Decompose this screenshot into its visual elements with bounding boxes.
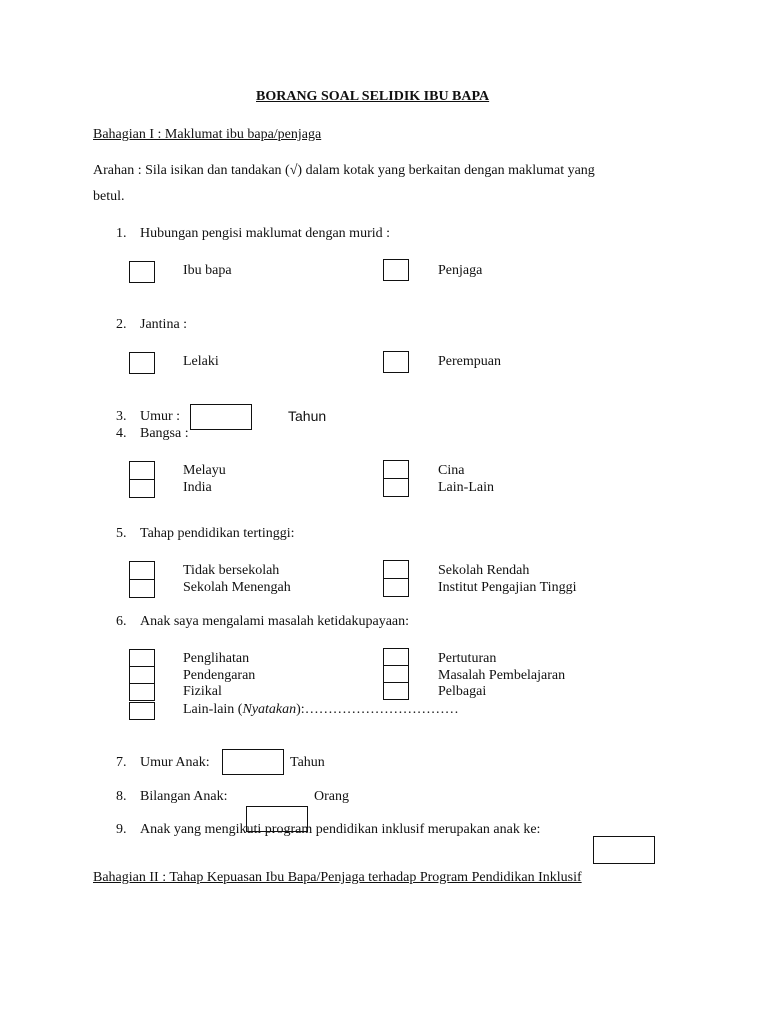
- option-pendengaran: Pendengaran: [183, 668, 256, 683]
- question-4-number: 4.: [116, 426, 127, 441]
- checkbox-masalah-pembelajaran[interactable]: [383, 665, 409, 683]
- section-2-heading: Bahagian II : Tahap Kepuasan Ibu Bapa/Penjaga terhadap Program Pendidikan Inklusif: [93, 870, 582, 885]
- section-1-heading: Bahagian I : Maklumat ibu bapa/penjaga: [93, 127, 322, 142]
- question-1-number: 1.: [116, 226, 127, 241]
- question-5-number: 5.: [116, 526, 127, 541]
- option-perempuan: Perempuan: [438, 354, 501, 369]
- option-india: India: [183, 480, 212, 495]
- question-1-text: Hubungan pengisi maklumat dengan murid :: [140, 226, 391, 241]
- instruction-line-1: Arahan : Sila isikan dan tandakan (√) dalam kotak yang berkaitan dengan maklumat yang: [93, 163, 595, 178]
- child-age-unit: Tahun: [290, 755, 325, 770]
- other-suffix: ):……………………………: [296, 702, 459, 717]
- age-unit: Tahun: [288, 408, 327, 424]
- option-masalah-pembelajaran: Masalah Pembelajaran: [438, 668, 566, 683]
- question-3-text: Umur :: [140, 409, 181, 424]
- option-fizikal: Fizikal: [183, 684, 222, 699]
- question-2-number: 2.: [116, 317, 127, 332]
- option-pelbagai: Pelbagai: [438, 684, 487, 699]
- checkbox-lain-lain-nyatakan[interactable]: [129, 702, 155, 720]
- option-sekolah-menengah: Sekolah Menengah: [183, 580, 291, 595]
- question-6-number: 6.: [116, 614, 127, 629]
- question-8-text: Bilangan Anak:: [140, 789, 228, 804]
- child-age-input-box[interactable]: [222, 749, 284, 775]
- checkbox-pertuturan[interactable]: [383, 648, 409, 666]
- question-9-text: Anak yang mengikuti program pendidikan inklusif merupakan anak ke:: [140, 822, 541, 837]
- checkbox-india[interactable]: [129, 479, 155, 498]
- option-sekolah-rendah: Sekolah Rendah: [438, 563, 530, 578]
- option-lelaki: Lelaki: [183, 354, 219, 369]
- option-penglihatan: Penglihatan: [183, 651, 250, 666]
- children-count-unit: Orang: [314, 789, 349, 804]
- checkbox-penglihatan[interactable]: [129, 649, 155, 667]
- other-prefix: Lain-lain (: [183, 702, 243, 717]
- checkbox-cina[interactable]: [383, 460, 409, 479]
- children-count-input-box[interactable]: [246, 806, 308, 832]
- option-penjaga: Penjaga: [438, 263, 483, 278]
- question-7-number: 7.: [116, 755, 127, 770]
- option-pertuturan: Pertuturan: [438, 651, 497, 666]
- question-5-text: Tahap pendidikan tertinggi:: [140, 526, 295, 541]
- checkbox-pendengaran[interactable]: [129, 666, 155, 684]
- checkbox-institut-pengajian-tinggi[interactable]: [383, 578, 409, 597]
- checkbox-pelbagai[interactable]: [383, 682, 409, 700]
- checkbox-melayu[interactable]: [129, 461, 155, 480]
- checkbox-tidak-bersekolah[interactable]: [129, 561, 155, 580]
- option-ibu-bapa: Ibu bapa: [183, 263, 232, 278]
- option-cina: Cina: [438, 463, 465, 478]
- checkbox-ibu-bapa[interactable]: [129, 261, 155, 283]
- question-9-number: 9.: [116, 822, 127, 837]
- other-italic: Nyatakan: [242, 702, 297, 717]
- age-input-box[interactable]: [190, 404, 252, 430]
- checkbox-perempuan[interactable]: [383, 351, 409, 373]
- checkbox-lain-lain[interactable]: [383, 478, 409, 497]
- instruction-line-2: betul.: [93, 189, 125, 204]
- option-institut-pengajian-tinggi: Institut Pengajian Tinggi: [438, 580, 577, 595]
- option-tidak-bersekolah: Tidak bersekolah: [183, 563, 280, 578]
- question-8-number: 8.: [116, 789, 127, 804]
- page-title: BORANG SOAL SELIDIK IBU BAPA: [256, 89, 490, 104]
- checkbox-sekolah-rendah[interactable]: [383, 560, 409, 579]
- question-2-text: Jantina :: [140, 317, 188, 332]
- question-4-text: Bangsa :: [140, 426, 189, 441]
- option-lain-lain-nyatakan: [183, 701, 459, 719]
- question-6-text: Anak saya mengalami masalah ketidakupayaan:: [140, 614, 410, 629]
- checkbox-lelaki[interactable]: [129, 352, 155, 374]
- option-lain-lain: Lain-Lain: [438, 480, 494, 495]
- question-3-number: 3.: [116, 409, 127, 424]
- question-7-text: Umur Anak:: [140, 755, 210, 770]
- child-order-input-box[interactable]: [593, 836, 655, 864]
- checkbox-sekolah-menengah[interactable]: [129, 579, 155, 598]
- option-melayu: Melayu: [183, 463, 226, 478]
- checkbox-fizikal[interactable]: [129, 683, 155, 701]
- checkbox-penjaga[interactable]: [383, 259, 409, 281]
